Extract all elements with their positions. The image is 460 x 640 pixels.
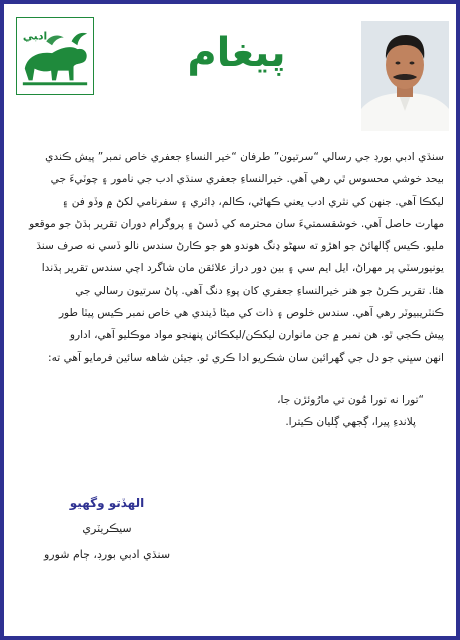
message-body <box>26 146 444 369</box>
sindhi-adabi-board-logo <box>16 17 94 95</box>
signature-block <box>22 490 192 568</box>
message-line: يونيورسٽي پر مهراڻ، ايل ايم سي ۽ بين دور دراز علائقن مان شاگرد اچي سندس تقرير ٻڌندا <box>41 262 444 275</box>
signatory-organization: سنڌي ادبي بورڊ، ڄام شورو <box>43 548 171 561</box>
verse-line: پلاندءِ پيرا، ڳجهي ڳليان ڪيترا. <box>285 416 416 428</box>
poetry-verse <box>104 389 424 433</box>
message-line: انهن سڀني جو دل جي گهرائين سان شڪريو ادا ڪري ٿو. جيئن شاهه سائين فرمايو آهي ته: <box>48 351 444 364</box>
message-line: مليو. ڪيس ڳالهائڻ جو اهڙو ته سهڻو ڍنگ هوندو هو جو ڪارڻ سندس نالو ڏسي نه صرف سنڌ <box>36 240 444 253</box>
message-line: سنڌي ادبي بورڊ جي رسالي “سرتيون” طرفان “خير النساءِ جعفري خاص نمبر” پيش ڪندي <box>45 151 444 163</box>
signatory-name: الهڏتو وگهيو <box>69 496 145 510</box>
signatory-role: سيڪريٽري <box>82 522 132 535</box>
bull-emblem-icon <box>17 18 93 94</box>
page-title: پيغام <box>187 30 286 76</box>
message-line: مهارت حاصل آهي. خوشقسمتيءَ سان محترمه کي ڏسڻ ۽ پروگرام دوران تقرير ٻڌڻ جو موقعو <box>29 217 444 230</box>
portrait-photo <box>361 21 449 131</box>
message-line: پيش ڪجي ٿو. هن نمبر ۾ جن مانوارن ليکڪن/ليکڪائن پنهنجو مواد موڪليو آهي، ادارو <box>69 329 444 342</box>
message-line: ڪنٽريبيوٽر رهي آهي. سندس خلوص ۽ ذات کي ميڻا ڏيندي هي خاص نمبر ڪيس پيٽا طور <box>58 307 444 320</box>
message-line: بيحد خوشي محسوس ٿي رهي آهي. خيرالنساءِ جعفري سنڌي ادب جي نامور ۽ چوٽيءَ جي <box>50 173 444 186</box>
logo-text: ﺍﺩﺒﻲ <box>22 29 48 43</box>
message-line: هئا. تقرير ڪرڻ جو هنر خيرالنساءِ جعفري کان پوءِ دنگ آهي. پاڻ سرتيون رسالي جي <box>75 284 444 297</box>
verse-line: “تورا نه تورا مُون تي مارُوئڙن جا، <box>277 394 424 406</box>
message-line: ليکڪا آهي. جنهن کي نثري ادب يعني ڪهاڻي، ڪالم، ڊائري ۽ سفرنامي لکڻ ۾ وڏو فن ۽ <box>62 195 444 208</box>
